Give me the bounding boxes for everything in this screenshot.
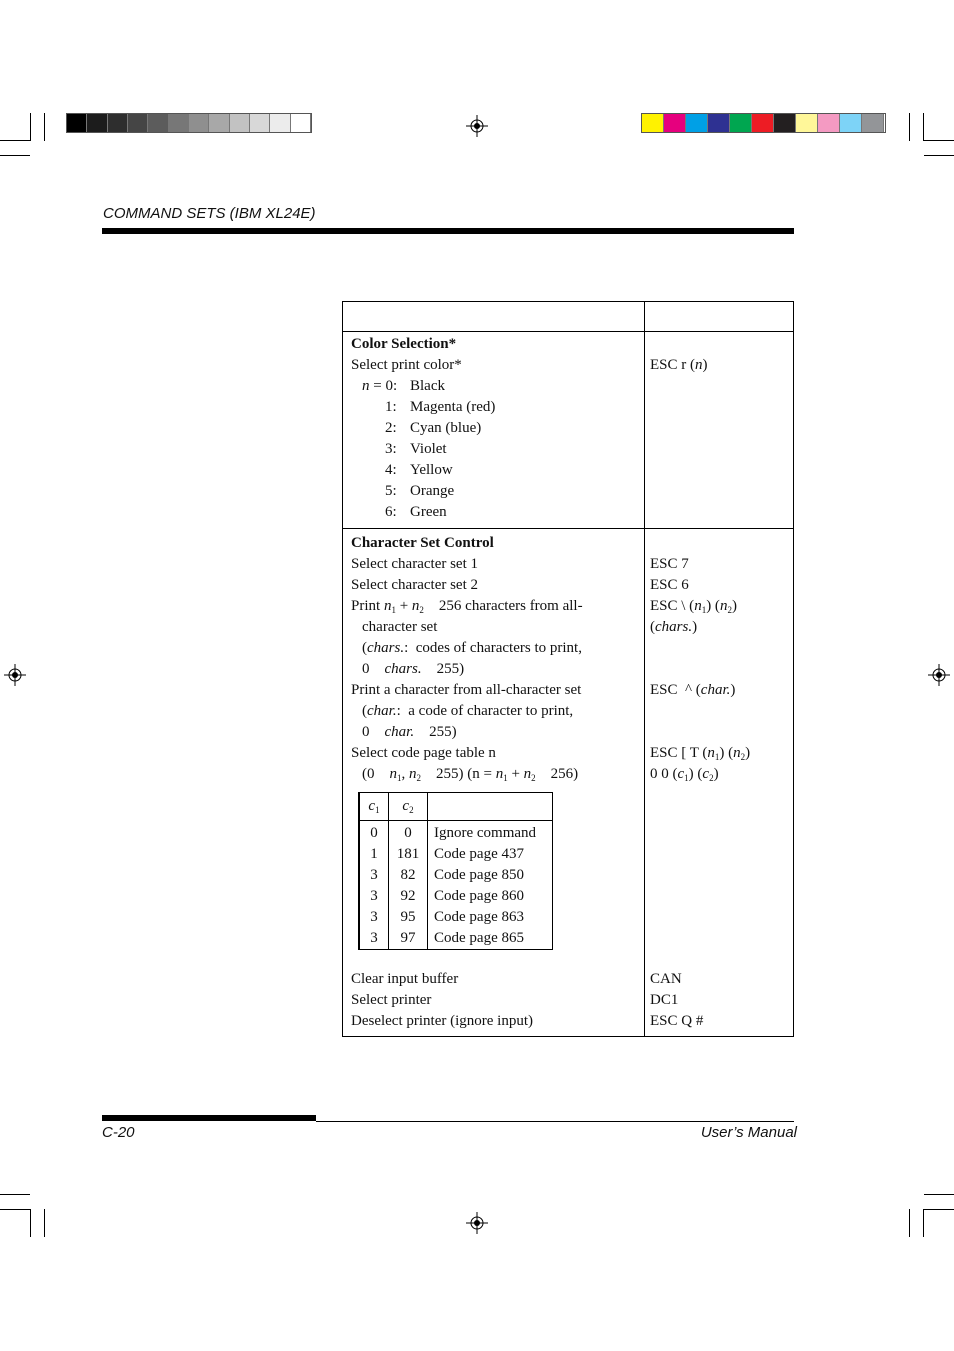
print-n-characters-line: character set	[362, 619, 438, 635]
color-option-value: 1:	[385, 399, 397, 415]
color-command: ESC r (n)	[650, 357, 708, 373]
calibration-swatch	[664, 114, 686, 132]
print-n-characters-label: Print $n_1 + n_2$ 256 characters from all-	[351, 598, 583, 615]
clear-input-buffer-command: CAN	[650, 971, 682, 987]
color-section-heading: Color Selection*	[351, 336, 457, 352]
header-row-divider	[343, 331, 793, 332]
code-page-row-label: Ignore command	[434, 825, 537, 841]
select-printer-command: DC1	[650, 992, 679, 1008]
color-option-label: Magenta (red)	[410, 399, 496, 415]
color-option-value: 5:	[385, 483, 397, 499]
registration-target-icon	[4, 664, 26, 686]
calibration-swatch	[87, 114, 107, 132]
page-number: C-20	[102, 1124, 135, 1141]
color-calibration-strip	[641, 113, 886, 133]
calibration-swatch	[67, 114, 87, 132]
color-option-label: Cyan (blue)	[410, 420, 482, 436]
running-head: COMMAND SETS (IBM XL24E)	[103, 205, 316, 222]
code-page-row-c2: 92	[400, 888, 416, 904]
select-charset-2-command: ESC 6	[650, 577, 689, 593]
calibration-swatch	[840, 114, 862, 132]
code-page-row-c2: 82	[400, 867, 416, 883]
code-page-row-c1: 3	[370, 888, 378, 904]
code-page-header-c2: $c_2$	[402, 798, 414, 815]
color-option-label: Orange	[410, 483, 455, 499]
print-n-characters-note: (chars.: codes of characters to print,	[362, 640, 582, 656]
code-page-table-divider	[427, 793, 428, 949]
calibration-swatch	[796, 114, 818, 132]
calibration-swatch	[291, 114, 311, 132]
print-one-character-range: 0 char. 255)	[362, 724, 457, 740]
code-page-row-label: Code page 863	[434, 909, 524, 925]
select-charset-2-label: Select character set 2	[351, 577, 479, 593]
deselect-printer-command: ESC Q #	[650, 1013, 704, 1029]
print-n-characters-command: ESC \ $(n_1)$ $(n_2)$	[650, 598, 737, 615]
color-option-label: Violet	[410, 441, 447, 457]
calibration-swatch	[250, 114, 270, 132]
select-charset-1-command: ESC 7	[650, 556, 689, 572]
manual-title: User’s Manual	[700, 1124, 797, 1141]
color-option-label: Black	[410, 378, 445, 394]
color-option-value: n = 0:	[362, 378, 398, 394]
registration-target-icon	[466, 115, 488, 137]
code-page-header-c1: $c_1$	[368, 798, 380, 815]
code-page-row-label: Code page 437	[434, 846, 524, 862]
color-option-value: 3:	[385, 441, 397, 457]
command-table	[342, 301, 794, 1037]
calibration-swatch	[270, 114, 290, 132]
select-code-page-command-args: 0 0 $(c_1)$ $(c_2)$	[650, 766, 719, 783]
column-divider	[644, 302, 645, 1036]
calibration-swatch	[169, 114, 189, 132]
registration-target-icon	[928, 664, 950, 686]
color-section-description: Select print color*	[351, 357, 462, 373]
code-page-row-label: Code page 865	[434, 930, 524, 946]
select-code-page-command: ESC [ T $(n_1)$ $(n_2)$	[650, 745, 751, 762]
header-rule	[102, 228, 794, 234]
color-option-label: Yellow	[410, 462, 453, 478]
deselect-printer-label: Deselect printer (ignore input)	[351, 1013, 534, 1029]
print-n-characters-range: 0 chars. 255)	[362, 661, 465, 677]
color-option-value: 4:	[385, 462, 397, 478]
color-option-value: 6:	[385, 504, 397, 520]
print-one-character-command: ESC ^ (char.)	[650, 682, 736, 698]
code-page-row-c1: 1	[370, 846, 378, 862]
calibration-swatch	[862, 114, 884, 132]
code-page-row-label: Code page 850	[434, 867, 524, 883]
code-page-row-c2: 181	[396, 846, 420, 862]
select-printer-label: Select printer	[351, 992, 432, 1008]
calibration-swatch	[752, 114, 774, 132]
code-page-row-c1: 3	[370, 909, 378, 925]
calibration-swatch	[774, 114, 796, 132]
calibration-swatch	[189, 114, 209, 132]
code-page-table	[358, 792, 553, 950]
calibration-swatch	[108, 114, 128, 132]
print-one-character-label: Print a character from all-character set	[351, 682, 582, 698]
footer-rule-thick	[102, 1115, 316, 1121]
color-option-label: Green	[410, 504, 447, 520]
calibration-swatch	[148, 114, 168, 132]
select-code-page-label: Select code page table n	[351, 745, 496, 761]
print-n-characters-command-arg: (chars.)	[650, 619, 698, 635]
calibration-swatch	[708, 114, 730, 132]
charset-section-heading: Character Set Control	[351, 535, 494, 551]
color-option-value: 2:	[385, 420, 397, 436]
section-divider	[343, 528, 793, 529]
calibration-swatch	[128, 114, 148, 132]
code-page-row-c2: 97	[400, 930, 416, 946]
code-page-row-c1: 3	[370, 930, 378, 946]
code-page-table-header-divider	[360, 820, 552, 821]
select-code-page-range: (0 $n_1$, $n_2$ 255) ($n = n_1 + n_2$ 256)	[362, 766, 579, 783]
print-one-character-note: (char.: a code of character to print,	[362, 703, 574, 719]
clear-input-buffer-label: Clear input buffer	[351, 971, 459, 987]
code-page-row-c1: 3	[370, 867, 378, 883]
code-page-row-c2: 95	[400, 909, 416, 925]
code-page-row-c1: 0	[370, 825, 378, 841]
select-charset-1-label: Select character set 1	[351, 556, 479, 572]
registration-target-icon	[466, 1212, 488, 1234]
code-page-row-c2: 0	[404, 825, 412, 841]
calibration-swatch	[818, 114, 840, 132]
code-page-row-label: Code page 860	[434, 888, 524, 904]
calibration-swatch	[686, 114, 708, 132]
footer-rule-thin	[316, 1121, 794, 1122]
calibration-swatch	[642, 114, 664, 132]
calibration-swatch	[209, 114, 229, 132]
calibration-swatch	[730, 114, 752, 132]
calibration-swatch	[230, 114, 250, 132]
gray-calibration-strip	[66, 113, 312, 133]
